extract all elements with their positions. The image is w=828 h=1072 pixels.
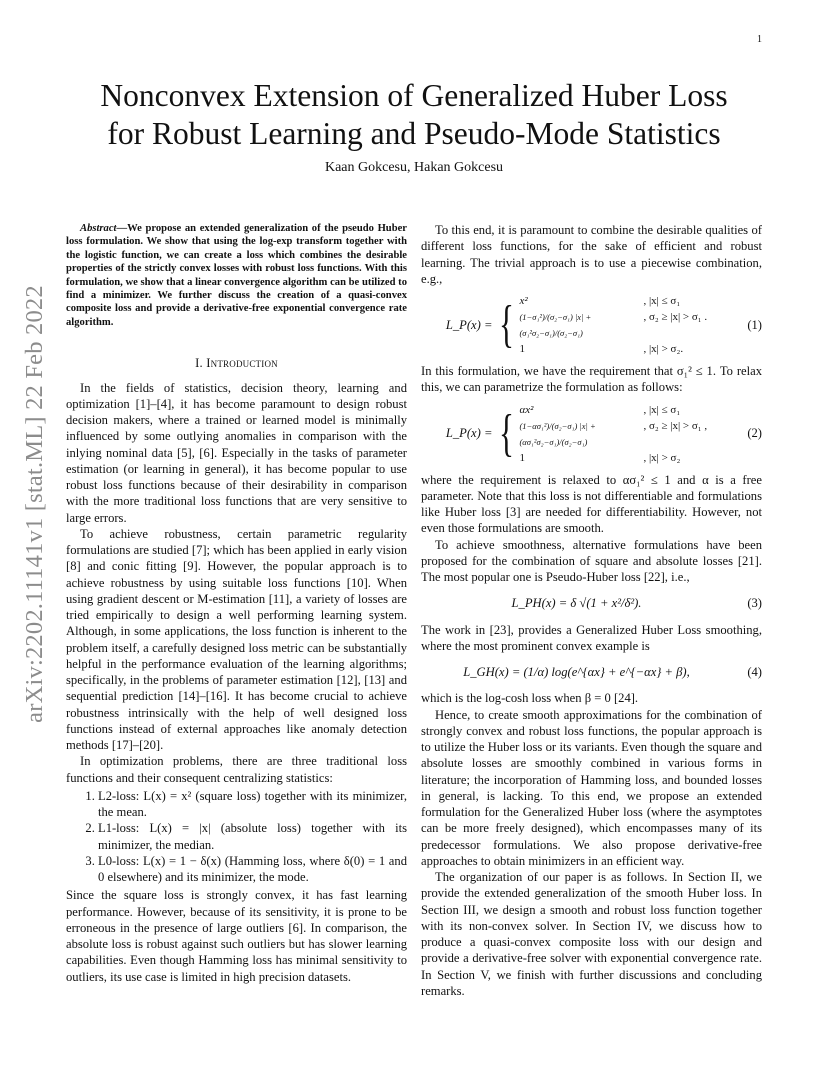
right-paragraph-8: The organization of our paper is as follows. In Section II, we provide the extended generalization of the smooth Huber loss. In Section III, we design a smooth and robust loss function together with its non-convex solver. In Section IV, we discuss how to produce a quasi-convex composite loss with our design and provide a derivative-free solver with exponential convergence rate. In Section V, we finish with further discussions and concluding remarks.: [421, 870, 762, 998]
right-paragraph-4: To achieve smoothness, alternative formulations have been proposed for the combination of square and absolute losses [21]. The most popular one is Pseudo-Huber loss [22], i.e.,: [421, 537, 762, 584]
paper-title: [60, 77, 768, 153]
eq-case-value: x²: [519, 295, 528, 307]
title-line-1: Nonconvex Extension of Generalized Huber Loss: [100, 78, 728, 113]
eq-case-value: (1−σ₁²)/(σ₂−σ₁) |x| + (σ₁²σ₂−σ₁)/(σ₂−σ₁): [519, 312, 592, 338]
eq-case-value: 1: [519, 451, 525, 464]
list-item: 2. L1-loss: L(x) = |x| (absolute loss) together with its minimizer, the median.: [98, 820, 407, 853]
intro-paragraph-1: In the fields of statistics, decision theory, learning and optimization [1]–[4], it has become paramount to design robust decision makers, where a trained or learned model is minimally influenced by some outlying anomalies in comparison with the inlying nominal data [5], [6]. Especially in the tasks of parameter estimation (or learning in general), it has become popular to use robust loss functions because of their desirability in comparison with the more traditional loss functions that are very sensitive to large errors.: [66, 380, 407, 525]
eq-case-condition: , σ₂ ≥ |x| > σ₁ ,: [643, 419, 708, 432]
abstract-label: Abstract: [80, 223, 117, 234]
brace: {: [499, 404, 515, 462]
eq4-body: L_GH(x) = (1/α) log(e^{αx} + e^{−αx} + β),: [463, 665, 690, 679]
eq-case-condition: , |x| ≤ σ₁: [643, 295, 681, 307]
eq-case-row: [519, 309, 707, 341]
loss-list: [66, 788, 407, 886]
left-column: [66, 222, 407, 985]
eq4-number: (4): [747, 665, 762, 679]
list-item: 1. L2-loss: L(x) = x² (square loss) together with its minimizer, the mean.: [98, 788, 407, 821]
arxiv-stamp-text: arXiv:2202.11141v1 [stat.ML] 22 Feb 2022: [21, 285, 48, 723]
equation-2: [421, 402, 762, 466]
right-paragraph-7: Hence, to create smooth approximations for the combination of strongly convex and robust loss functions, the popular approach is to utilize the Huber loss or its variants. Even though the square and absolute losses are smoothly combined in various forms in literature; the incorporation of Hamming loss, and bounded losses in general, is lacking. To this end, we propose an extended formulation for the Generalized Huber loss (where the asymptotes can be more freely designed), which encompasses many of its predecessor formulations. We also propose derivative-free approaches to obtain minimizers in an efficient way.: [421, 707, 762, 868]
section-number: I.: [195, 356, 203, 371]
abstract: [66, 222, 407, 329]
arxiv-stamp: [20, 254, 50, 754]
authors: Kaan Gokcesu, Hakan Gokcesu: [324, 160, 504, 175]
eq-case-condition: , |x| ≤ σ₁: [643, 403, 681, 416]
eq2-cases: [519, 402, 707, 466]
intro-paragraph-3: In optimization problems, there are three traditional loss functions and their consequent centralizing statistics:: [66, 754, 407, 785]
equation-1: [421, 293, 762, 357]
eq-case-condition: , |x| > σ₂: [643, 451, 681, 464]
right-paragraph-5: The work in [23], provides a Generalized Huber Loss smoothing, where the most prominent convex example is: [421, 622, 762, 653]
eq3-body: L_PH(x) = δ √(1 + x²/δ²).: [511, 596, 642, 611]
abstract-text: —We propose an extended generalization of the pseudo Huber loss formulation. We show that using the log-exp transform together with the logistic function, we can create a loss which combines the desirable properties of the strictly convex losses with robust loss functions. With this formulation, we show that a linear convergence algorithm can be utilized to find a minimizer. We further discuss the creation of a quasi-convex composite loss and provide a derivative-free exponential convergence rate algorithm.: [66, 223, 407, 328]
title-line-2: for Robust Learning and Pseudo-Mode Statistics: [107, 116, 721, 151]
right-paragraph-6: which is the log-cosh loss when β = 0 [24].: [421, 691, 639, 706]
brace: {: [499, 296, 515, 353]
eq2-lhs: L_P(x) =: [445, 426, 493, 441]
section-title: Introduction: [206, 356, 278, 371]
eq-case-row: [519, 293, 707, 309]
eq3-number: (3): [747, 596, 762, 611]
eq-case-row: [519, 341, 707, 357]
right-column: [421, 222, 762, 999]
eq-case-row: [519, 450, 707, 466]
right-paragraph-1: To this end, it is paramount to combine the desirable qualities of different loss functions, for the sake of efficient and robust learning. The trivial approach is to use a piecewise combination, e.g.,: [421, 223, 762, 286]
eq-case-condition: , σ₂ ≥ |x| > σ₁ .: [643, 311, 708, 323]
eq1-lhs: L_P(x) =: [445, 317, 493, 332]
page-number: 1: [757, 34, 762, 45]
list-item: 3. L0-loss: L(x) = 1 − δ(x) (Hamming loss, where δ(0) = 1 and 0 elsewhere) and its minimizer, the mode.: [98, 853, 407, 886]
eq-case-value: αx²: [519, 403, 534, 416]
eq-case-condition: , |x| > σ₂.: [643, 343, 684, 355]
eq1-number: (1): [747, 317, 762, 332]
right-paragraph-2: In this formulation, we have the requirement that σ₁² ≤ 1. To relax this, we can parametrize the formulation as follows:: [421, 364, 762, 395]
right-paragraph-3: where the requirement is relaxed to ασ₁² ≤ 1 and α is a free parameter. Note that this loss is not differentiable and formulations like Huber loss [3] are needed for differentiability. However, not even those formulations are smooth.: [421, 472, 762, 536]
eq1-cases: [519, 293, 707, 357]
intro-paragraph-4: Since the square loss is strongly convex, it has fast learning performance. However, because of its sensitivity, it is prone to be erroneous in the presence of large outliers [6]. In comparison, the absolute loss is robust against such outliers but has slower learning capabilities. Even though Hamming loss has minimal sensitivity to outliers, its use case is limited in high precision datasets.: [66, 888, 407, 984]
eq-case-row: [519, 418, 707, 450]
eq-case-value: (1−ασ₁²)/(σ₂−σ₁) |x| + (ασ₁²σ₂−σ₁)/(σ₂−σ₁): [519, 420, 596, 447]
eq-case-value: 1: [519, 343, 525, 355]
equation-4: [421, 664, 762, 680]
section-heading-introduction: [66, 355, 407, 371]
intro-paragraph-2: To achieve robustness, certain parametric regularity formulations are studied [7]; which has been applied in early vision [8] and conic fitting [9]. However, the popular approach is to achieve robustness by using suitable loss functions [10]. When using gradient descent or M-estimation [11], a variety of losses are tried empirically to design a well performing learning system. Although, in some applications, the loss function is inherent to the problem itself, a carefully designed loss metric can be substantially helpful in the performance evaluation of the learning algorithms; specifically, in the problems of parameter estimation [12], [13] and sequential prediction [14]–[16]. It has become crucial to achieve robustness intrinsically with the help of well designed loss functions instead of external approaches like anomaly detection methods [17]–[20].: [66, 526, 407, 752]
eq2-number: (2): [747, 426, 762, 441]
equation-3: [421, 595, 762, 611]
eq-case-row: [519, 402, 707, 418]
